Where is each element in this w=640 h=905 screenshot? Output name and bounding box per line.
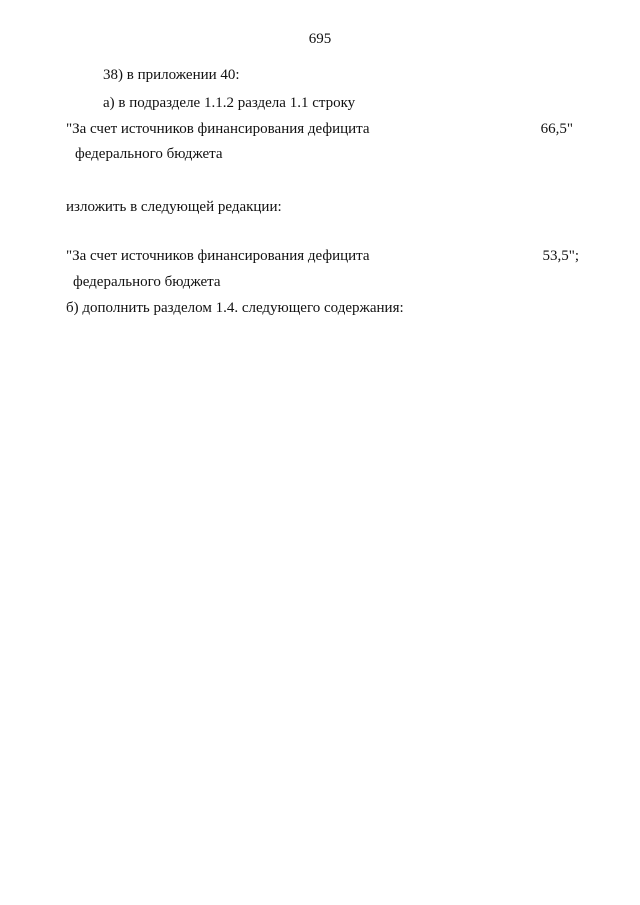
new-row-line1: "За счет источников финансирования дефицита xyxy=(66,248,370,264)
subitem-a: а) в подразделе 1.1.2 раздела 1.1 строку xyxy=(103,95,356,111)
old-row-value: 66,5" xyxy=(540,121,573,137)
new-row-line2: федерального бюджета xyxy=(73,274,221,290)
item-heading: 38) в приложении 40: xyxy=(103,67,240,83)
old-row-line2: федерального бюджета xyxy=(75,146,223,162)
new-row-value: 53,5"; xyxy=(542,248,579,264)
subitem-b: б) дополнить разделом 1.4. следующего содержания: xyxy=(66,300,404,316)
restate-text: изложить в следующей редакции: xyxy=(66,199,282,215)
page-number: 695 xyxy=(308,31,332,47)
old-row-line1: "За счет источников финансирования дефицита xyxy=(66,121,370,137)
